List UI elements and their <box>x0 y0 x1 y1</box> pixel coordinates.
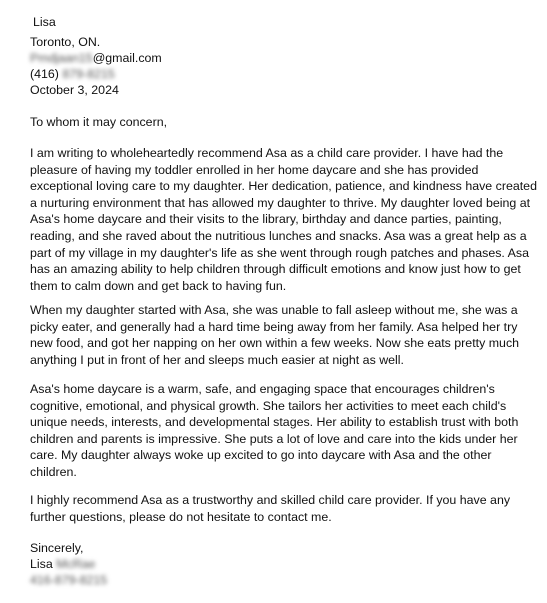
email-domain: @gmail.com <box>92 51 162 65</box>
sender-email <box>30 50 162 67</box>
paragraph-line: children. <box>30 464 77 479</box>
paragraph-closing-remark <box>30 492 530 525</box>
paragraph-line: Asa's home daycare and their visits to the library, birthday and dance parties, painting, <box>30 212 502 227</box>
paragraph-line: cognitive, emotional, and physical growth. She tailors her activities to meet each child's <box>30 398 507 413</box>
phone-number-redacted: 879-8215 <box>62 67 115 81</box>
paragraph-line: has an amazing ability to help children through difficult emotions and know just how to get <box>30 262 521 277</box>
paragraph-line: reading, and she raved about the nutritious lunches and snacks. Asa was a great help as a <box>30 228 527 243</box>
paragraph-line: further questions, please do not hesitate to contact me. <box>30 509 332 524</box>
signature-last-name-redacted: McRae <box>56 557 96 571</box>
paragraph-recommendation <box>30 145 537 294</box>
paragraph-line: new food, and got her napping on her own within a few weeks. Now she eats pretty much <box>30 336 520 351</box>
signature-first-name: Lisa <box>30 557 53 571</box>
phone-area-code: (416) <box>30 67 59 81</box>
paragraph-line: a nurturing environment that has allowed my daughter to thrive. My daughter loved being at <box>30 195 531 210</box>
paragraph-daughter-progress <box>30 302 530 368</box>
sender-phone <box>30 66 115 83</box>
paragraph-line: I am writing to wholeheartedly recommend Asa as a child care provider. I have had the <box>30 146 504 160</box>
paragraph-line: care. My daughter always woke up excited to go into daycare with Asa and the other <box>30 448 492 463</box>
paragraph-line: picky eater, and generally had a hard time being away from her family. Asa helped her try <box>30 319 518 334</box>
paragraph-line: pleasure of having my toddler enrolled in her home daycare and she has provided <box>30 162 479 177</box>
paragraph-line: I highly recommend Asa as a trustworthy and skilled child care provider. If you have any <box>30 493 511 507</box>
signature-phone-redacted: 416-879-8215 <box>30 573 108 587</box>
closing: Sincerely, <box>30 541 84 555</box>
paragraph-line: anything I put in front of her and sleeps much easier at night as well. <box>30 352 405 367</box>
paragraph-line: part of my village in my daughter's life as she went through rough patches and phases. Asa <box>30 245 529 260</box>
sender-name: Lisa <box>33 15 56 29</box>
paragraph-line: Asa's home daycare is a warm, safe, and engaging space that encourages children's <box>30 382 495 396</box>
paragraph-line: them to calm down and get back to having fun. <box>30 278 287 293</box>
paragraph-line: children and parents is impressive. She puts a lot of love and care into the kids under her <box>30 431 518 446</box>
salutation: To whom it may concern, <box>30 115 168 129</box>
sender-city: Toronto, ON. <box>30 35 101 49</box>
paragraph-line: unique needs, interests, and developmental stages. Her ability to establish trust with both <box>30 415 519 430</box>
email-user-redacted: Pmdjaan15 <box>30 51 93 65</box>
paragraph-daycare-environment <box>30 381 530 481</box>
letter-date: October 3, 2024 <box>30 83 119 97</box>
signature-name <box>30 556 95 573</box>
paragraph-line: When my daughter started with Asa, she was unable to fall asleep without me, she was a <box>30 303 518 317</box>
paragraph-line: exceptional loving care to my daughter. Her dedication, patience, and kindness have created <box>30 179 537 194</box>
